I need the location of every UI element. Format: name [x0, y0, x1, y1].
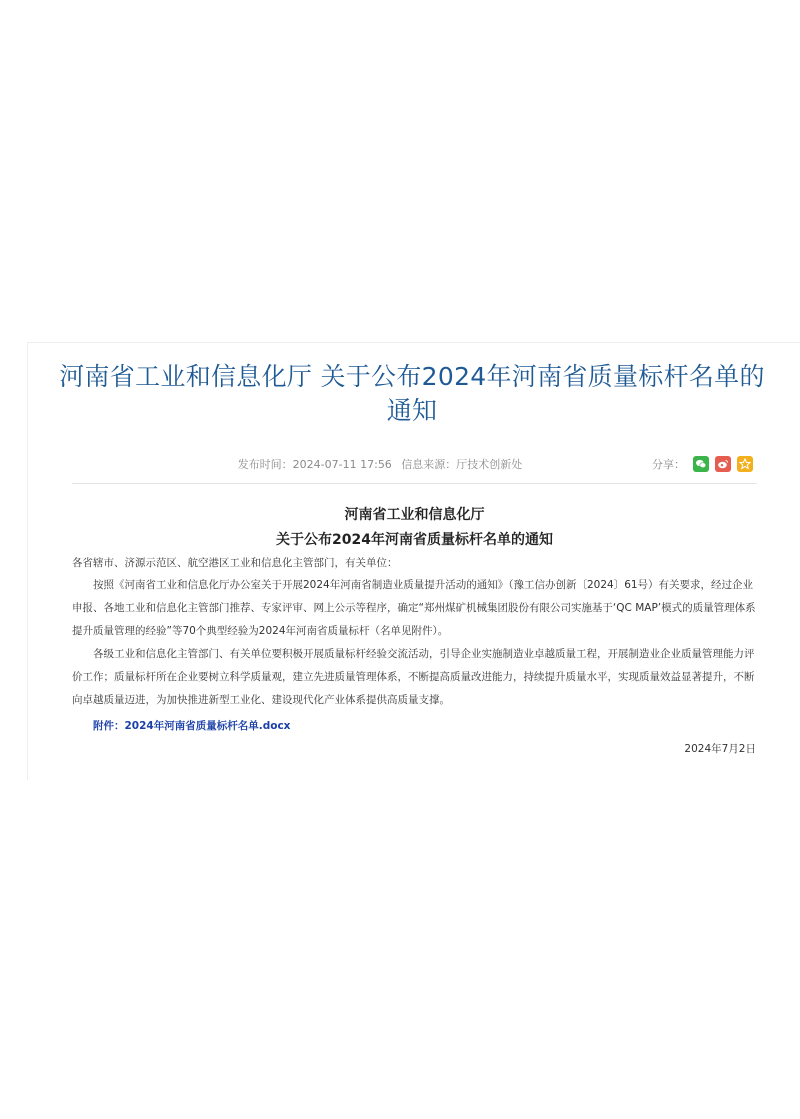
document-date: 2024年7月2日 [684, 743, 756, 755]
divider [72, 483, 757, 484]
attachment-link-text[interactable]: 附件：2024年河南省质量标杆名单.docx [93, 720, 291, 732]
attachment-link[interactable] [93, 718, 290, 733]
document-heading-issuer: 河南省工业和信息化厅 [344, 507, 485, 523]
share-label: 分享： [652, 458, 685, 471]
article-meta [0, 456, 760, 472]
favorite-star-icon[interactable] [737, 456, 753, 472]
share-bar [652, 455, 753, 473]
publish-time: 发布时间：2024-07-11 17:56 [237, 458, 392, 471]
salutation: 各省辖市、济源示范区、航空港区工业和信息化主管部门，有关单位： [72, 557, 398, 569]
wechat-icon[interactable] [693, 456, 709, 472]
body-paragraph-1: 按照《河南省工业和信息化厅办公室关于开展2024年河南省制造业质量提升活动的通知》（豫工信办创新〔2024〕61号）有关要求，经过企业申报、各地工业和信息化主管部门推荐、专家评审、网上公示等程序，确定“郑州煤矿机械集团股份有限公司实施基于‘QC MAP’模式的质量管理体系提升质量管理的经验”等70个典型经验为2024年河南省质量标杆（名单见附件）。 [72, 579, 756, 637]
page-title: 河南省工业和信息化厅 关于公布2024年河南省质量标杆名单的通知 [59, 362, 765, 425]
info-source: 信息来源：厅技术创新处 [401, 458, 523, 471]
document-heading-subject: 关于公布2024年河南省质量标杆名单的通知 [276, 532, 553, 548]
body-paragraph-2: 各级工业和信息化主管部门、有关单位要积极开展质量标杆经验交流活动，引导企业实施制造业卓越质量工程，开展制造业企业质量管理能力评价工作；质量标杆所在企业要树立科学质量观，建立先进质量管理体系，不断提高质量改进能力，持续提升质量水平，实现质量效益显著提升，不断向卓越质量迈进，为加快推进新型工业化、建设现代化产业体系提供高质量支撑。 [72, 648, 755, 706]
weibo-icon[interactable] [715, 456, 731, 472]
